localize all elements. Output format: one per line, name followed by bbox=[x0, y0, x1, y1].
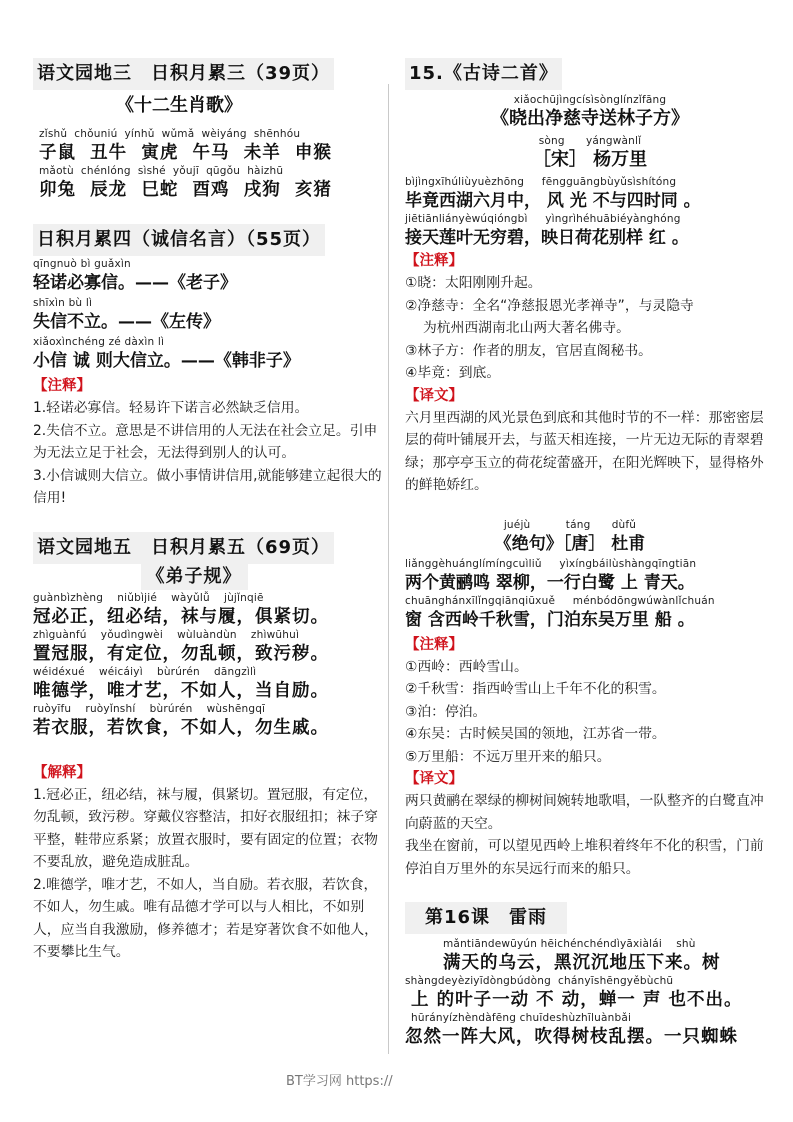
pinyin-line: qīngnuò bì guǎxìn bbox=[33, 258, 131, 270]
notes-label: 【解释】 bbox=[33, 764, 91, 781]
quote-line: 失信不立。——《左传》 bbox=[33, 312, 220, 332]
section-heading: 语文园地五 日积月累五（69页） bbox=[33, 532, 334, 564]
pinyin-line: hūrányízhèndàfēng chuīdeshùzhīluànbǎi bbox=[411, 1012, 632, 1024]
pinyin-line: wéidéxué wéicáiyì bùrúrén dāngzìlì bbox=[33, 665, 257, 678]
hanzi-line: 置冠服，有定位，勿乱顿，致污秽。 bbox=[33, 643, 329, 664]
note-item: ⑤万里船：不远万里开来的船只。 bbox=[405, 748, 611, 765]
pinyin-line: shàngdeyèziyīdòngbúdòng chányīshēngyěbùchū bbox=[405, 975, 674, 987]
note-item: ②净慈寺：全名“净慈报恩光孝禅寺”，与灵隐寺 bbox=[405, 297, 694, 314]
hanzi-line: 接天莲叶无穷碧，映日荷花别样 红 。 bbox=[405, 228, 689, 248]
pinyin-line: zhìguànfú yǒudìngwèi wùluàndùn zhìwūhuì bbox=[33, 628, 300, 641]
pinyin-line: liǎnggèhuánglímíngcuìliǔ yìxíngbáilùshàngqīngtiān bbox=[405, 557, 697, 570]
notes-label: 【注释】 bbox=[405, 253, 463, 269]
note-item: ④东吴：古时候吴国的领地，江苏省一带。 bbox=[405, 726, 666, 742]
translation-label: 【译文】 bbox=[405, 771, 463, 787]
hanzi-line: 上 的叶子一动 不 动，蝉一 声 也不出。 bbox=[411, 990, 743, 1010]
watermark: BT学习网 https:// bbox=[286, 1074, 393, 1089]
pinyin-line: guànbìzhèng niǔbìjié wàyǔlǚ jùjǐnqiē bbox=[33, 591, 264, 604]
translation-text: 我坐在窗前，可以望见西岭上堆积着终年不化的积雪，门前停泊自万里外的东吴远行而来的船只。 bbox=[405, 838, 764, 877]
note-item: ①西岭：西岭雪山。 bbox=[405, 658, 528, 675]
poem-author: ［宋］ 杨万里 bbox=[532, 149, 648, 170]
poem-title: 《晓出净慈寺送林子方》 bbox=[491, 108, 689, 129]
column-divider bbox=[388, 84, 389, 1054]
hanzi-line: 忽然一阵大风，吹得树枝乱摆。一只蜘蛛 bbox=[405, 1027, 738, 1047]
hanzi-line: 子鼠 丑牛 寅虎 午马 未羊 申猴 bbox=[39, 143, 332, 163]
hanzi-line: 若衣服，若饮食，不如人，勿生戚。 bbox=[33, 717, 329, 738]
note-item: ①晓：太阳刚刚升起。 bbox=[405, 275, 542, 291]
pinyin-line: ruòyīfu ruòyǐnshí bùrúrén wùshēngqī bbox=[33, 702, 266, 715]
pinyin-line: xiǎoxìnchéng zé dàxìn lì bbox=[33, 336, 165, 348]
pinyin-line: jiētiānliányèwúqióngbì yìngrìhéhuābiéyànghóng bbox=[405, 213, 681, 225]
lesson-heading: 第16课 雷雨 bbox=[405, 902, 567, 934]
note-item: ②千秋雪：指西岭雪山上千年不化的积雪。 bbox=[405, 681, 666, 697]
section-heading: 15.《古诗二首》 bbox=[405, 58, 562, 90]
note-item: ④毕竟：到底。 bbox=[405, 365, 501, 381]
pinyin-line: chuānghánxīlǐngqiānqiūxuě ménbódōngwúwànlǐchuán bbox=[405, 594, 715, 607]
poem-title: 《十二生肖歌》 bbox=[116, 95, 242, 116]
note-item: 1.冠必正，纽必结，袜与履，俱紧切。置冠服，有定位，勿乱顿，致污秽。穿戴仪容整洁，扣好衣服纽扣；袜子穿平整，鞋带应系紧；放置衣服时，要有固定的位置；衣物不要乱放，避免造成脏乱。 bbox=[33, 786, 378, 870]
hanzi-line: 卯兔 辰龙 巳蛇 酉鸡 戌狗 亥猪 bbox=[39, 180, 332, 200]
pinyin-line: mǎotù chénlóng sìshé yǒujī qūgǒu hàizhū bbox=[39, 165, 284, 177]
hanzi-line: 冠必正，纽必结，袜与履，俱紧切。 bbox=[33, 606, 329, 627]
right-column bbox=[405, 58, 775, 1049]
hanzi-line: 满天的乌云，黑沉沉地压下来。树 bbox=[443, 953, 721, 973]
note-item: 1.轻诺必寡信。轻易许下诺言必然缺乏信用。 bbox=[33, 400, 309, 416]
poem-title: 《绝句》［唐］ 杜甫 bbox=[494, 533, 646, 554]
translation-text: 六月里西湖的风光景色到底和其他时节的不一样：那密密层层的荷叶铺展开去，与蓝天相连接，一片无边无际的青翠碧绿；那亭亭玉立的荷花绽蕾盛开，在阳光辉映下，显得格外的鲜艳娇红。 bbox=[405, 409, 764, 493]
note-item: ③林子方：作者的朋友，官居直阁秘书。 bbox=[405, 342, 652, 359]
hanzi-line: 两个黄鹂鸣 翠柳，一行白鹭 上 青天。 bbox=[405, 572, 695, 593]
note-item: 为杭州西湖南北山两大著名佛寺。 bbox=[423, 320, 630, 336]
section-heading: 语文园地三 日积月累三（39页） bbox=[33, 58, 334, 90]
hanzi-line: 毕竟西湖六月中， 风 光 不与四时同 。 bbox=[405, 191, 701, 211]
pinyin-line: mǎntiāndewūyún hēichénchéndìyāxiàlái shù bbox=[443, 938, 696, 950]
pinyin-line: zǐshǔ chǒuniú yínhǔ wǔmǎ wèiyáng shēnhóu bbox=[39, 128, 301, 140]
note-item: 3.小信诚则大信立。做小事情讲信用,就能够建立起很大的信用! bbox=[33, 467, 382, 506]
pinyin-line: juéjù táng dùfǔ bbox=[503, 518, 637, 531]
pinyin-line: sòng yángwànlǐ bbox=[538, 135, 642, 147]
translation-text: 两只黄鹂在翠绿的柳树间婉转地歌唱，一队整齐的白鹭直冲向蔚蓝的天空。 bbox=[405, 793, 764, 832]
notes-label: 【注释】 bbox=[405, 636, 463, 653]
hanzi-line: 唯德学，唯才艺，不如人，当自励。 bbox=[33, 680, 329, 701]
hanzi-line: 窗 含西岭千秋雪，门泊东吴万里 船 。 bbox=[405, 609, 695, 630]
quote-line: 小信 诚 则大信立。——《韩非子》 bbox=[33, 351, 300, 371]
note-item: ③泊：停泊。 bbox=[405, 703, 487, 720]
note-item: 2.唯德学，唯才艺，不如人，当自励。若衣服，若饮食，不如人，勿生戚。唯有品德才学可以与人相比，不如别人，应当自我激励，修养德才；若是穿著饮食不如他人，不要攀比生气。 bbox=[33, 876, 378, 960]
left-column bbox=[33, 58, 385, 964]
notes-label: 【注释】 bbox=[33, 378, 91, 394]
translation-label: 【译文】 bbox=[405, 387, 463, 404]
pinyin-line: shīxìn bù lì bbox=[33, 297, 93, 309]
pinyin-line: bìjìngxīhúliùyuèzhōng fēngguāngbùyǔsìshítóng bbox=[405, 176, 677, 188]
section-heading: 日积月累四（诚信名言）（55页） bbox=[33, 224, 325, 256]
quote-line: 轻诺必寡信。——《老子》 bbox=[33, 273, 237, 293]
poem-title: 《弟子规》 bbox=[141, 564, 248, 590]
note-item: 2.失信不立。意思是不讲信用的人无法在社会立足。引申为无法立足于社会，无法得到别人的认可。 bbox=[33, 422, 378, 461]
pinyin-line: xiǎochūjìngcísìsònglínzǐfāng bbox=[513, 94, 667, 106]
